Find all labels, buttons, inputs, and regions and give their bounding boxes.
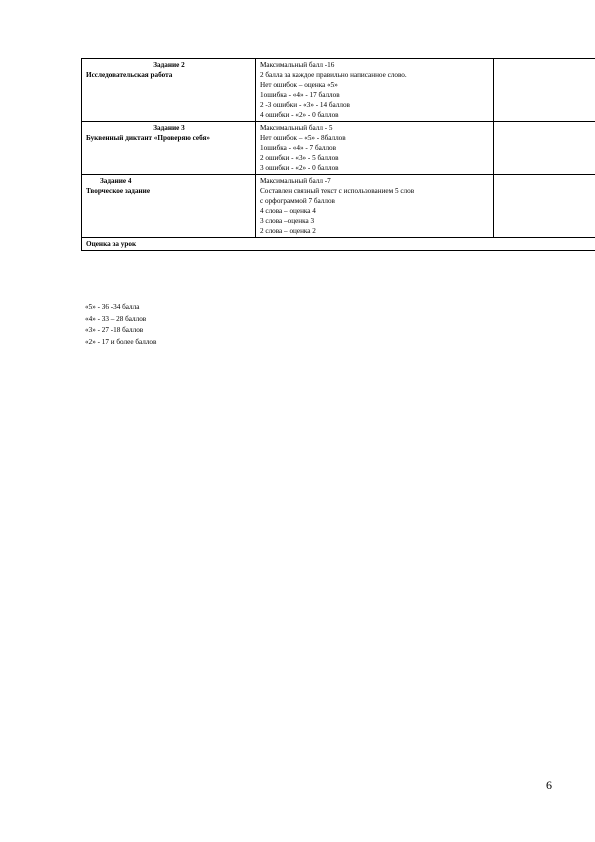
task-name: Буквенный диктант «Проверяю себя» (86, 134, 211, 142)
criteria-cell (256, 175, 494, 238)
criteria-line: 3 слова –оценка 3 (260, 217, 315, 225)
criteria-cell (256, 122, 494, 175)
criteria-line: 2 -3 ошибки - «3» - 14 баллов (260, 101, 350, 109)
scale-line: «4» - 33 – 28 баллов (85, 314, 147, 323)
task-name: Исследовательская работа (86, 71, 173, 79)
criteria-line: 3 ошибки - «2» - 0 баллов (260, 164, 339, 172)
criteria-line: 1ошибка - «4» - 17 баллов (260, 91, 340, 99)
task-title: Задание 4 (100, 177, 132, 185)
criteria-line: 1ошибка - «4» - 7 баллов (260, 144, 337, 152)
criteria-line: 2 балла за каждое правильно написанное слово. (260, 71, 407, 79)
score-cell (494, 175, 595, 238)
score-cell (494, 59, 595, 122)
task-name: Творческое задание (86, 187, 151, 195)
task-title: Задание 3 (153, 124, 185, 132)
criteria-line: 4 ошибки - «2» - 0 баллов (260, 111, 339, 119)
table-row (82, 238, 595, 251)
criteria-line: Составлен связный текст с использованием 5 слов (260, 187, 415, 195)
table-row (82, 175, 595, 238)
criteria-line: 2 слова – оценка 2 (260, 227, 316, 235)
assessment-table (81, 58, 595, 251)
criteria-line: Максимальный балл -16 (260, 61, 335, 69)
scale-line: «2» - 17 и более баллов (85, 337, 157, 346)
criteria-line: Нет ошибок – «5» - 8баллов (260, 134, 346, 142)
grading-scale (85, 302, 156, 348)
scale-line: «5» - 36 -34 балла (85, 303, 140, 311)
criteria-line: Нет ошибок – оценка «5» (260, 81, 338, 89)
scale-line: «3» - 27 -18 баллов (85, 326, 144, 334)
table-row (82, 59, 595, 122)
task-cell (82, 175, 256, 238)
criteria-line: 4 слова – оценка 4 (260, 207, 316, 215)
criteria-line: 2 ошибки - «3» - 5 баллов (260, 154, 339, 162)
task-cell (82, 122, 256, 175)
task-cell (82, 59, 256, 122)
criteria-line: с орфограммой 7 баллов (260, 197, 335, 205)
score-cell (494, 122, 595, 175)
criteria-line: Максимальный балл - 5 (260, 124, 333, 132)
criteria-line: Максимальный балл -7 (260, 177, 331, 185)
page-number: 6 (546, 778, 552, 792)
task-title: Задание 2 (153, 61, 185, 69)
table-row (82, 122, 595, 175)
grade-row-label: Оценка за урок (82, 238, 595, 251)
criteria-cell (256, 59, 494, 122)
